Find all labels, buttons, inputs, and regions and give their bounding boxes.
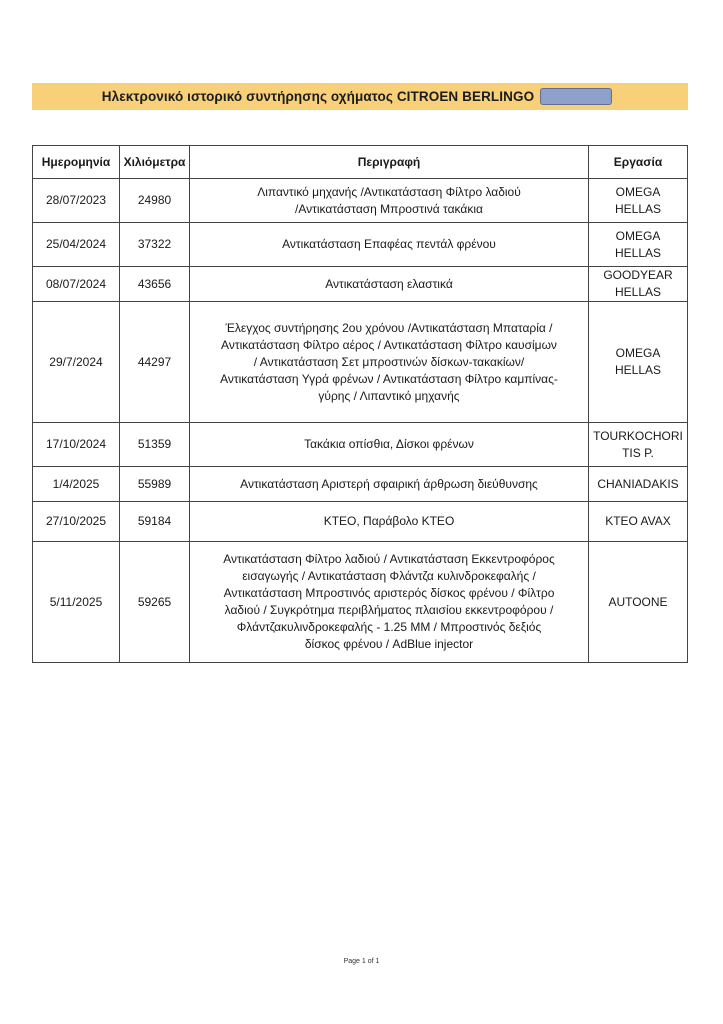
row-km: 44297 — [120, 302, 190, 423]
document-title: Ηλεκτρονικό ιστορικό συντήρησης οχήματος CITROEN BERLINGO — [101, 89, 535, 104]
work-line: OMEGA — [615, 228, 661, 243]
work-line: HELLAS — [614, 245, 662, 260]
description-line: Αντικατάσταση Φίλτρο λαδιού / Αντικατάσταση Εκκεντροφόρος — [223, 552, 555, 566]
work-line: HELLAS — [614, 363, 662, 377]
row-date: 5/11/2025 — [33, 542, 120, 663]
work-line: HELLAS — [614, 201, 662, 216]
description-line: /Αντικατάσταση Μπροστινά τακάκια — [295, 201, 483, 216]
work-line: OMEGA — [615, 184, 661, 199]
description-line: Αντικατάσταση Μπροστινός αριστερός δίσκος φρένου / Φίλτρο — [223, 586, 555, 600]
work-line: TIS P. — [622, 445, 654, 460]
description-line: Έλεγχος συντήρησης 2ου χρόνου /Αντικατάσταση Μπαταρία / — [225, 320, 553, 335]
work-line: TOURKOCHORI — [593, 428, 683, 443]
page-number: Page 1 of 1 — [343, 958, 380, 965]
row-km: 59184 — [120, 502, 190, 542]
row-description — [190, 467, 589, 502]
work-line: HELLAS — [614, 285, 662, 299]
table-row — [33, 467, 688, 502]
row-date: 25/04/2024 — [33, 223, 120, 267]
table-row — [33, 267, 688, 302]
row-date: 27/10/2025 — [33, 502, 120, 542]
header-km: Χιλιόμετρα — [120, 146, 190, 179]
row-description — [190, 223, 589, 267]
row-description — [190, 502, 589, 542]
table-header-row — [33, 146, 688, 179]
row-description — [190, 542, 589, 663]
maintenance-table — [32, 145, 688, 663]
row-work — [589, 302, 688, 423]
header-work: Εργασία — [589, 146, 688, 179]
description-line: Αντικατάσταση Υγρά φρένων / Αντικατάσταση Φίλτρο καμπίνας- — [220, 371, 558, 386]
description-line: / Αντικατάσταση Σετ μπροστινών δίσκων-τακακίων/ — [253, 354, 525, 369]
title-banner — [32, 83, 688, 110]
work-line: KTEO AVAX — [605, 514, 671, 528]
row-km: 59265 — [120, 542, 190, 663]
row-km: 24980 — [120, 179, 190, 223]
description-line: Λιπαντικό μηχανής /Αντικατάσταση Φίλτρο λαδιού — [257, 184, 521, 199]
row-work — [589, 467, 688, 502]
work-line: CHANIADAKIS — [597, 476, 679, 491]
row-work — [589, 267, 688, 302]
header-date: Ημερομηνία — [33, 146, 120, 179]
row-work — [589, 542, 688, 663]
description-line: Τακάκια οπίσθια, Δίσκοι φρένων — [304, 437, 474, 451]
row-km: 51359 — [120, 423, 190, 467]
table-body — [33, 179, 688, 663]
header-description: Περιγραφή — [190, 146, 589, 179]
description-line: Αντικατάσταση Αριστερή σφαιρική άρθρωση διεύθυνσης — [240, 476, 538, 491]
row-date: 08/07/2024 — [33, 267, 120, 302]
redacted-plate-box — [540, 88, 612, 105]
description-line: Φλάντζακυλινδροκεφαλής - 1.25 MM / Μπροστινός δεξιός — [236, 620, 542, 634]
row-date: 28/07/2023 — [33, 179, 120, 223]
table-row — [33, 542, 688, 663]
table-row — [33, 179, 688, 223]
description-line: Αντικατάσταση Φίλτρο αέρος / Αντικατάσταση Φίλτρο καυσίμων — [221, 337, 557, 352]
row-work — [589, 179, 688, 223]
table-row — [33, 502, 688, 542]
row-work — [589, 423, 688, 467]
work-line: AUTOONE — [608, 594, 668, 609]
row-date: 29/7/2024 — [33, 302, 120, 423]
table-row — [33, 302, 688, 423]
row-description — [190, 302, 589, 423]
row-km: 43656 — [120, 267, 190, 302]
description-line: δίσκος φρένου / AdBlue injector — [304, 637, 474, 651]
description-line: Αντικατάσταση Επαφέας πεντάλ φρένου — [282, 237, 496, 251]
description-line: Αντικατάσταση ελαστικά — [325, 276, 453, 291]
row-date: 17/10/2024 — [33, 423, 120, 467]
row-date: 1/4/2025 — [33, 467, 120, 502]
description-line: ΚΤΕΟ, Παράβολο ΚΤΕΟ — [323, 514, 455, 528]
work-line: GOODYEAR — [603, 268, 673, 282]
table-row — [33, 223, 688, 267]
row-description — [190, 267, 589, 302]
row-km: 55989 — [120, 467, 190, 502]
description-line: γύρης / Λιπαντικό μηχανής — [318, 388, 460, 403]
table-row — [33, 423, 688, 467]
row-work — [589, 223, 688, 267]
row-description — [190, 423, 589, 467]
description-line: εισαγωγής / Αντικατάσταση Φλάντζα κυλινδροκεφαλής / — [242, 569, 536, 583]
work-line: OMEGA — [615, 346, 661, 360]
row-description — [190, 179, 589, 223]
row-km: 37322 — [120, 223, 190, 267]
row-work — [589, 502, 688, 542]
description-line: λαδιού / Συγκρότημα περιβλήματος πλαισίου εκκεντροφόρου / — [224, 603, 554, 617]
